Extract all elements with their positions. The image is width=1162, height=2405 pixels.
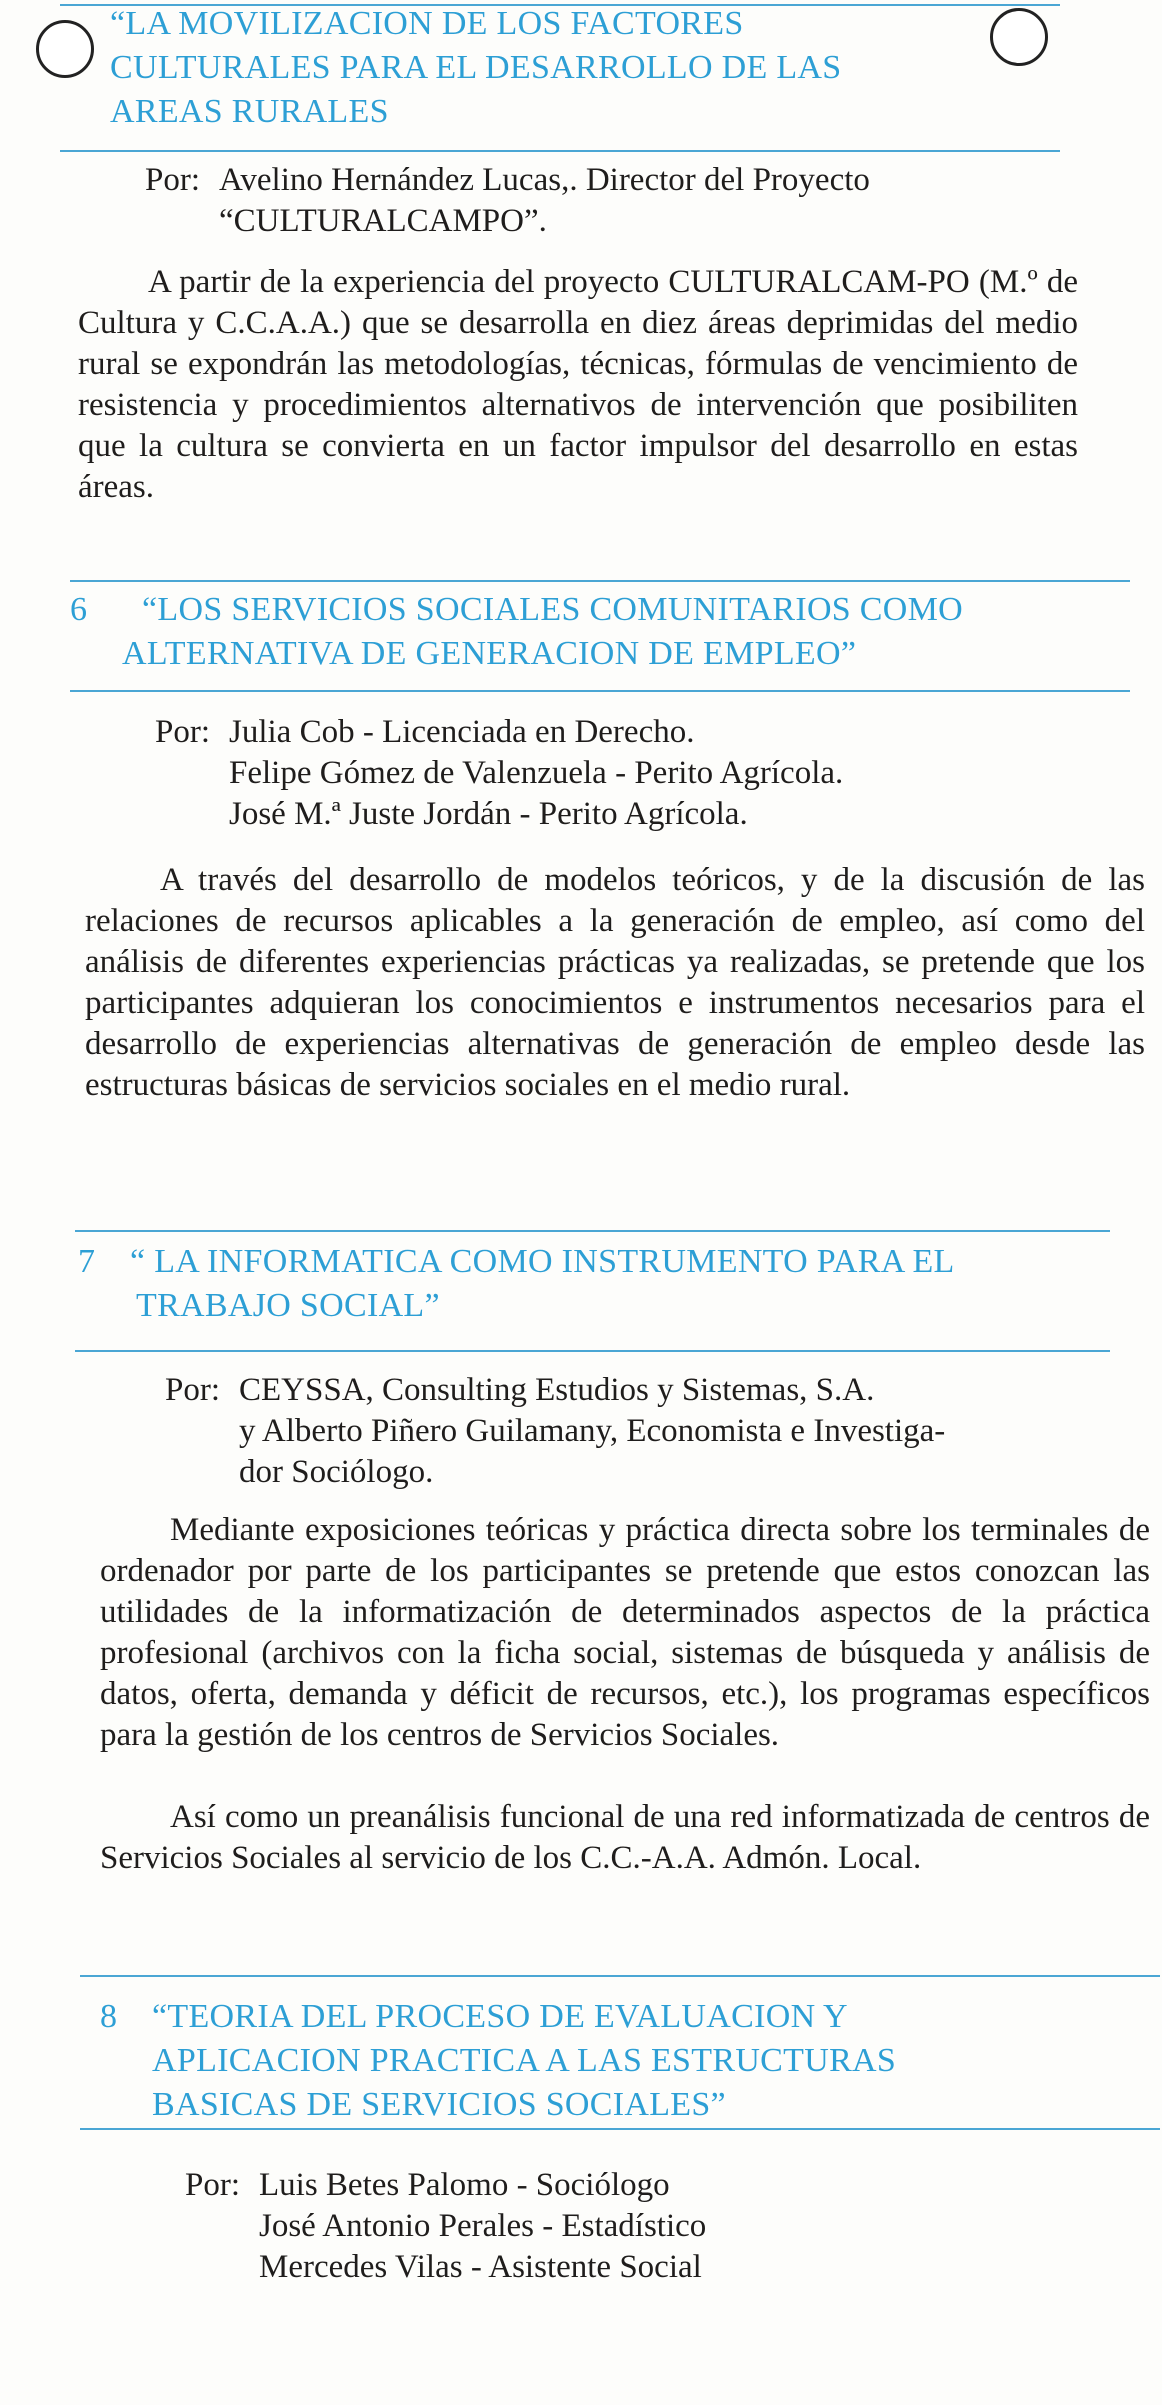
author-line: José Antonio Perales - Estadístico — [259, 2208, 707, 2244]
por-label: Por: — [185, 2167, 241, 2203]
author-line: “CULTURALCAMPO”. — [219, 203, 547, 239]
body-paragraph — [100, 1510, 1150, 1756]
por-label: Por: — [155, 714, 211, 750]
punch-hole-right — [990, 8, 1048, 66]
section-rule-top — [70, 580, 1130, 582]
heading-line: AREAS RURALES — [110, 93, 389, 130]
paragraph-text: Mediante exposiciones teóricas y práctica directa sobre los terminales de ordenador por parte de los participantes se pretende que estos conozcan las utilidades de la informatización de determinados aspectos de la práctica profesional (archivos con la ficha social, sistemas de búsqueda y análisis de datos, oferta, demanda y déficit de recursos, etc.), los programas específicos para la gestión de los centros de Servicios Sociales. — [100, 1512, 1150, 1753]
heading-line: BASICAS DE SERVICIOS SOCIALES” — [152, 2086, 726, 2123]
section-rule-bottom — [75, 1350, 1110, 1352]
section-rule-bottom — [70, 690, 1130, 692]
heading-line: TRABAJO SOCIAL” — [136, 1287, 440, 1324]
section-rule-bottom — [80, 2128, 1160, 2130]
author-line: Avelino Hernández Lucas,. Director del Proyecto — [219, 162, 870, 198]
author-line: José M.ª Juste Jordán - Perito Agrícola. — [229, 796, 748, 832]
section-rule-top — [75, 1230, 1110, 1232]
por-label: Por: — [165, 1372, 221, 1408]
heading-line: ALTERNATIVA DE GENERACION DE EMPLEO” — [122, 635, 857, 672]
heading-line: “LOS SERVICIOS SOCIALES COMUNITARIOS COMO — [142, 591, 964, 628]
body-paragraph — [100, 1797, 1150, 1879]
body-paragraph — [85, 860, 1145, 1106]
section-rule-top — [80, 1975, 1160, 1977]
heading-line: CULTURALES PARA EL DESARROLLO DE LAS — [110, 49, 842, 86]
author-line: dor Sociólogo. — [239, 1454, 434, 1490]
punch-hole-left — [36, 20, 94, 78]
section-number: 6 — [70, 591, 88, 628]
author-line: y Alberto Piñero Guilamany, Economista e Investiga- — [239, 1413, 946, 1449]
body-paragraph — [78, 262, 1078, 508]
heading-line: “ LA INFORMATICA COMO INSTRUMENTO PARA EL — [130, 1243, 955, 1280]
paragraph-text: A partir de la experiencia del proyecto CULTURALCAM-PO (M.º de Cultura y C.C.A.A.) que se desarrolla en diez áreas deprimidas del medio rural se expondrán las metodologías, técnicas, fórmulas de vencimiento de resistencia y procedimientos alternativos de intervención que posibiliten que la cultura se convierta en un factor impulsor del desarrollo en estas áreas. — [78, 264, 1078, 505]
paragraph-text: A través del desarrollo de modelos teóricos, y de la discusión de las relaciones de recursos aplicables a la generación de empleo, así como del análisis de diferentes experiencias prácticas ya realizadas, se pretende que los participantes adquieran los conocimientos e instrumentos necesarios para el desarrollo de experiencias alternativas de generación de empleo desde las estructuras básicas de servicios sociales en el medio rural. — [85, 862, 1145, 1103]
author-line: Julia Cob - Licenciada en Derecho. — [229, 714, 695, 750]
heading-line: APLICACION PRACTICA A LAS ESTRUCTURAS — [152, 2042, 897, 2079]
author-line: Luis Betes Palomo - Sociólogo — [259, 2167, 670, 2203]
paragraph-text: Así como un preanálisis funcional de una red informatizada de centros de Servicios Sociales al servicio de los C.C.-A.A. Admón. Local. — [100, 1799, 1150, 1876]
por-label: Por: — [145, 162, 201, 198]
heading-line: “TEORIA DEL PROCESO DE EVALUACION Y — [152, 1998, 848, 2035]
author-line: CEYSSA, Consulting Estudios y Sistemas, S.A. — [239, 1372, 875, 1408]
heading-line: “LA MOVILIZACION DE LOS FACTORES — [110, 5, 744, 42]
author-line: Mercedes Vilas - Asistente Social — [259, 2249, 702, 2285]
author-line: Felipe Gómez de Valenzuela - Perito Agrícola. — [229, 755, 844, 791]
section-number: 7 — [78, 1243, 96, 1280]
section-rule-bottom — [60, 150, 1060, 152]
section-number: 8 — [100, 1998, 118, 2035]
